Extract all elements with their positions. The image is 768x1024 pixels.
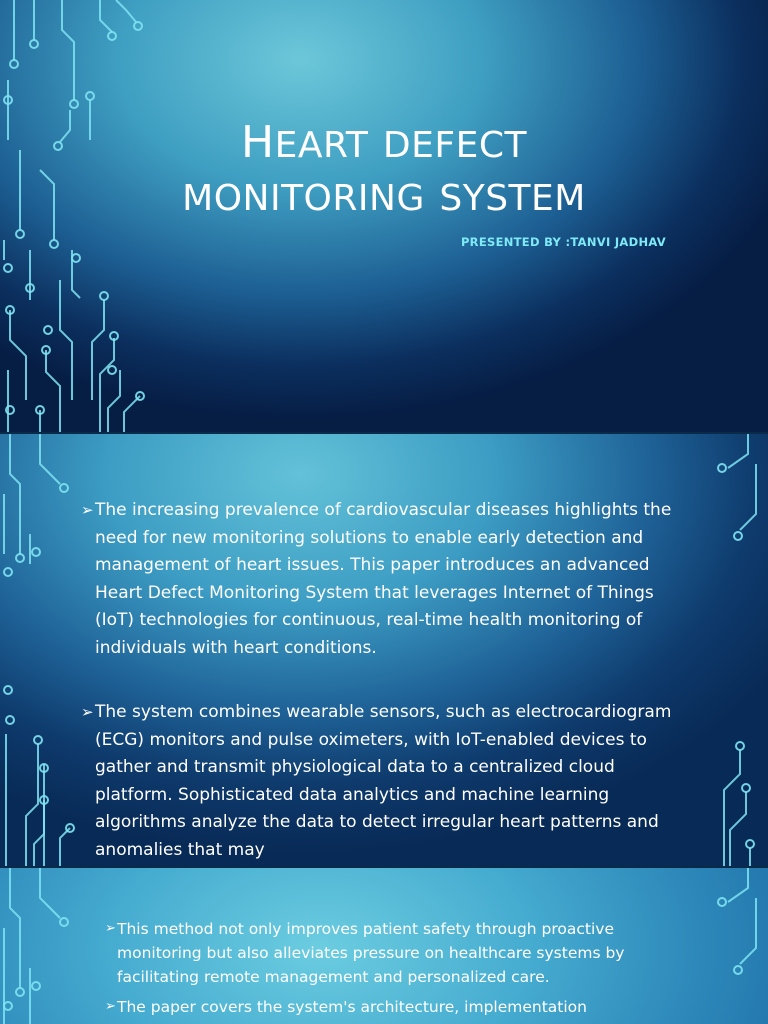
- arrow-bullet-icon: ➢: [105, 921, 116, 936]
- title-line2-rest2: YSTEM: [462, 178, 586, 219]
- continuation-paragraph-1-text: This method not only improves patient safety through proactive monitoring but also alleviates pressure on healthcare systems by facilitating remote management and personalized care.: [117, 920, 625, 986]
- continuation-paragraph-2: [105, 995, 677, 1019]
- circuit-board-decoration-left: [0, 434, 90, 866]
- abstract-paragraph-1-text: The increasing prevalence of cardiovascular diseases highlights the need for new monitoring solutions to enable early detection and management of heart issues. This paper introduces an advanced Heart Defect Monitoring System that leverages Internet of Things (IoT) technologies for continuous, real-time health monitoring of individuals with heart conditions.: [95, 500, 672, 658]
- arrow-bullet-icon: ➢: [105, 999, 116, 1014]
- title-slide: [0, 0, 768, 432]
- abstract-paragraph-1: [81, 497, 695, 663]
- slide-title: [0, 118, 768, 224]
- title-line2-rest: ONITORING: [213, 178, 425, 219]
- title-line1-cap: H: [241, 117, 275, 168]
- continuation-paragraph-1: [105, 917, 677, 989]
- title-line1-rest: EART: [274, 125, 369, 166]
- presenter-name: PRESENTED BY :TANVI JADHAV: [460, 235, 666, 249]
- circuit-board-decoration-left: [0, 868, 90, 1024]
- abstract-paragraph-2-text: The system combines wearable sensors, such as electrocardiogram (ECG) monitors and pulse oximeters, with IoT-enabled devices to gather and transmit physiological data to a centralized cloud platform. Sophisticated data analytics and machine learning algorithms analyze the data to detect irregular heart patterns and anomalies that may: [95, 702, 672, 860]
- title-line2-cap: M: [182, 178, 214, 219]
- circuit-board-decoration-right: [700, 434, 768, 866]
- title-line2-cap2: S: [439, 178, 463, 219]
- arrow-bullet-icon: ➢: [81, 703, 94, 721]
- arrow-bullet-icon: ➢: [81, 501, 94, 519]
- continuation-paragraph-2-text: The paper covers the system's architecture, implementation: [117, 998, 587, 1016]
- title-line1-word2: DEFECT: [382, 125, 527, 166]
- circuit-board-decoration-right: [700, 868, 768, 1024]
- abstract-paragraph-2: [81, 699, 695, 865]
